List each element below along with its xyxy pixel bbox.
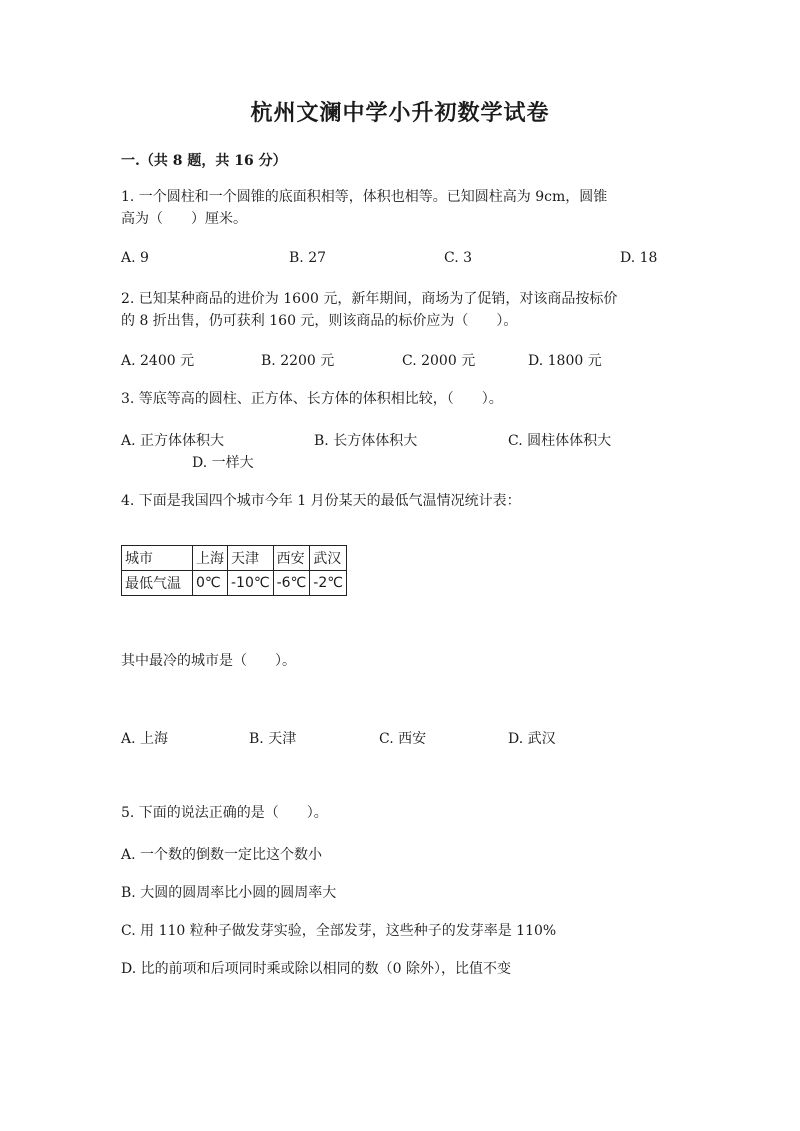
question-3-option-b: B. 长方体体积大 — [314, 433, 418, 449]
table-cell: 西安 — [273, 546, 310, 571]
question-1-option-a: A. 9 — [121, 250, 149, 266]
question-4-option-d: D. 武汉 — [508, 731, 556, 747]
question-1-option-d: D. 18 — [620, 250, 658, 266]
question-2-option-d: D. 1800 元 — [528, 353, 602, 369]
table-cell: -2℃ — [310, 571, 347, 596]
question-1-line-1: 1. 一个圆柱和一个圆锥的底面积相等，体积也相等。已知圆柱高为 9cm，圆锥 — [121, 189, 608, 205]
question-2-option-c: C. 2000 元 — [402, 353, 476, 369]
question-4-prompt: 其中最冷的城市是（ ）。 — [121, 653, 296, 669]
table-cell: -6℃ — [273, 571, 310, 596]
question-2-option-a: A. 2400 元 — [121, 353, 195, 369]
table-row — [122, 571, 347, 596]
question-4-line-1: 4. 下面是我国四个城市今年 1 月份某天的最低气温情况统计表： — [121, 493, 521, 509]
question-5-line-1: 5. 下面的说法正确的是（ ）。 — [121, 805, 328, 821]
question-2-option-b: B. 2200 元 — [261, 353, 335, 369]
section-heading: 一.（共 8 题，共 16 分） — [121, 153, 287, 169]
question-4-option-b: B. 天津 — [249, 731, 297, 747]
question-1-option-b: B. 27 — [289, 250, 327, 266]
table-cell: 城市 — [122, 546, 193, 571]
question-2-line-2: 的 8 折出售，仍可获利 160 元，则该商品的标价应为（ ）。 — [121, 313, 518, 329]
question-3-option-d: D. 一样大 — [192, 455, 254, 471]
question-4-option-c: C. 西安 — [379, 731, 427, 747]
table-cell: 最低气温 — [122, 571, 193, 596]
question-4-option-a: A. 上海 — [121, 731, 169, 747]
question-1-option-c: C. 3 — [444, 250, 473, 266]
question-5-option-c: C. 用 110 粒种子做发芽实验，全部发芽，这些种子的发芽率是 110% — [121, 923, 557, 939]
question-5-option-a: A. 一个数的倒数一定比这个数小 — [121, 847, 323, 863]
question-2-line-1: 2. 已知某种商品的进价为 1600 元，新年期间，商场为了促销，对该商品按标价 — [121, 291, 618, 307]
table-cell: 武汉 — [310, 546, 347, 571]
table-cell: 上海 — [193, 546, 228, 571]
question-1-line-2: 高为（ ）厘米。 — [121, 211, 247, 227]
table-cell: 天津 — [228, 546, 274, 571]
page-title: 杭州文澜中学小升初数学试卷 — [250, 100, 550, 126]
table-cell: 0℃ — [193, 571, 228, 596]
question-3-option-a: A. 正方体体积大 — [121, 433, 225, 449]
question-3-line-1: 3. 等底等高的圆柱、正方体、长方体的体积相比较，（ ）。 — [121, 391, 503, 407]
table-cell: -10℃ — [228, 571, 274, 596]
temperature-table — [121, 545, 347, 596]
question-5-option-b: B. 大圆的圆周率比小圆的圆周率大 — [121, 885, 337, 901]
question-5-option-d: D. 比的前项和后项同时乘或除以相同的数（0 除外），比值不变 — [121, 961, 511, 977]
question-3-option-c: C. 圆柱体体积大 — [508, 433, 612, 449]
table-header-row — [122, 546, 347, 571]
